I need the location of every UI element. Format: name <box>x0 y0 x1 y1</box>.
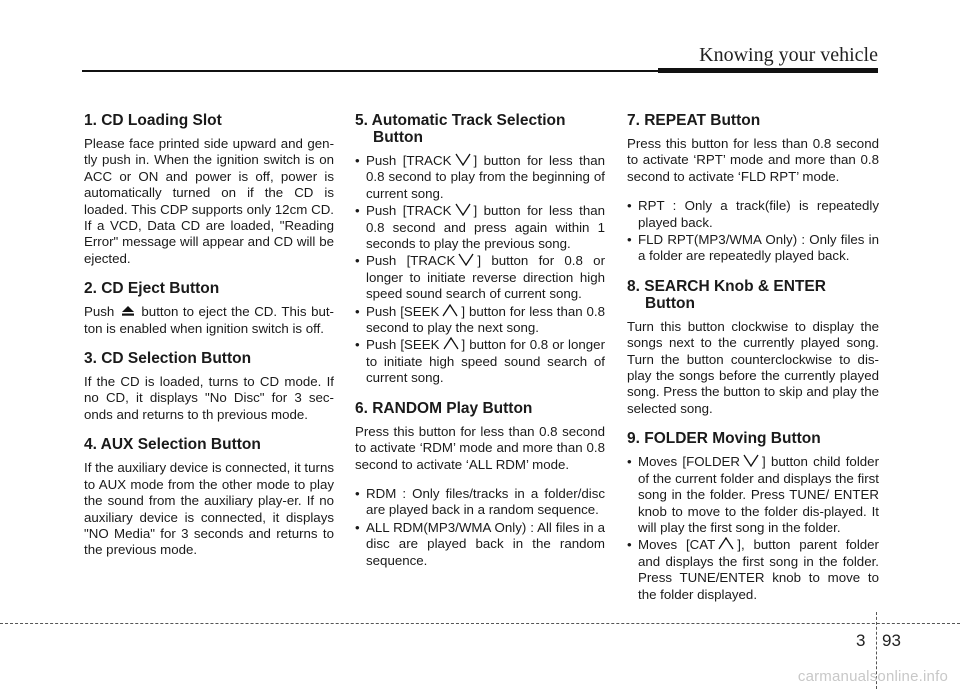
watermark: carmanualsonline.info <box>797 668 948 685</box>
section-body-random-play: Press this button for less than 0.8 second to activate ‘RDM’ mode and more than 0.8 second to activate ‘ALL RDM’ mode. <box>355 423 605 472</box>
section-body-aux-selection: If the auxiliary device is connected, it turns to AUX mode from the other mode to play the sound from the auxiliary play-er. If no auxiliary device is connected, it displays "NO Media" for 3 seconds and returns to the previous mode. <box>84 460 334 558</box>
list-item: • FLD RPT(MP3/WMA Only) : Only files in a folder are repeatedly played back. <box>627 232 879 265</box>
section-title-cd-loading-slot: 1. CD Loading Slot <box>84 112 222 129</box>
column-middle <box>355 112 605 582</box>
header-rule <box>82 70 662 72</box>
item-post: ] button for 0.8 or longer to initiate reverse direction high speed sound search of current song. <box>366 253 605 302</box>
section-body-cd-loading-slot: Please face printed side upward and gen-tly push in. When the ignition switch is on ACC or ON and power is off, power is automatically turned on if the CD is loaded. This CDP supports only 12cm CD. If a VCD, Data CD are loaded, "Reading Error" message will appear and CD will be ejected. <box>84 136 334 266</box>
section-title-aux-selection: 4. AUX Selection Button <box>84 436 261 454</box>
page-header-title: Knowing your vehicle <box>699 44 878 66</box>
list-item <box>355 304 605 337</box>
list-item: • RDM : Only files/tracks in a folder/disc are played back in a random sequence. <box>355 486 605 519</box>
random-list <box>355 486 605 569</box>
chevron-down-icon <box>452 153 474 166</box>
list-item: • RPT : Only a track(file) is repeatedly played back. <box>627 198 879 231</box>
section-title-line1: 8. SEARCH Knob & ENTER <box>627 277 826 295</box>
item-post: ] button for less than 0.8 second to play the next song. <box>366 303 606 336</box>
column-right <box>627 112 879 616</box>
item-pre: Moves [FOLDER <box>638 454 741 470</box>
list-item: • ALL RDM(MP3/WMA Only) : All files in a disc are played back in the random sequence. <box>355 520 605 569</box>
list-item <box>355 153 605 202</box>
item-pre: Moves [CAT <box>638 537 716 553</box>
item-post: ] button for less than 0.8 second and press again within 1 seconds to play the previous song. <box>366 203 605 252</box>
item-pre: Push [TRACK <box>366 203 452 219</box>
chevron-up-icon <box>715 537 737 550</box>
item-pre: Push [SEEK <box>366 303 440 319</box>
list-item <box>355 253 605 302</box>
list-item <box>355 337 605 386</box>
list-item <box>355 203 605 252</box>
eject-icon <box>119 305 137 317</box>
section-title-line2: Button <box>373 129 423 146</box>
track-seek-list <box>355 153 605 387</box>
chevron-down-icon <box>455 253 477 266</box>
section-title-line2: Button <box>645 294 695 312</box>
chevron-up-icon <box>439 304 461 317</box>
section-body-repeat: Press this button for less than 0.8 second to activate ‘RPT’ mode and more than 0.8 second to activate ‘FLD RPT’ mode. <box>627 136 879 184</box>
section-title-cd-eject: 2. CD Eject Button <box>84 280 220 298</box>
item-pre: Push [SEEK <box>366 337 440 353</box>
column-left <box>84 112 334 572</box>
section-title-automatic-track <box>355 112 605 146</box>
section-body-cd-selection: If the CD is loaded, turns to CD mode. If no CD, it displays "No Disc" for 3 sec-onds and returns to th previous mode. <box>84 374 334 422</box>
item-pre: Push [TRACK <box>366 153 452 168</box>
folder-list <box>627 454 879 603</box>
header-rule-bold <box>658 68 878 73</box>
chevron-down-icon <box>452 203 474 216</box>
page-number: 93 <box>882 631 901 650</box>
item-post: ] button child folder of the current folder and displays the first song in the folder. Press TUNE/ ENTER knob to move to the folder dis-played. It will play the first song in the folder. <box>638 454 879 535</box>
eject-text-pre: Push <box>84 304 115 320</box>
chapter-number: 3 <box>856 631 866 650</box>
item-post: ] button for 0.8 or longer to initiate high speed sound search of current song. <box>366 337 605 386</box>
section-body-search-knob: Turn this button clockwise to display the songs next to the currently played song. Turn the button counterclockwise to dis-play the songs before the currently played song. Press the button to skip and play the selected song. <box>627 318 879 416</box>
footer-rule <box>0 623 960 624</box>
list-item <box>627 454 879 536</box>
section-title-folder-moving: 9. FOLDER Moving Button <box>627 430 821 448</box>
list-item <box>627 537 879 603</box>
section-title-search-knob <box>627 278 879 312</box>
section-title-line1: 5. Automatic Track Selection <box>355 112 566 129</box>
chevron-up-icon <box>440 337 462 350</box>
section-title-cd-selection: 3. CD Selection Button <box>84 350 252 368</box>
section-title-random-play: 6. RANDOM Play Button <box>355 399 533 417</box>
item-post: ], button parent folder and displays the first song in the folder. Press TUNE/ENTER knob to move to the folder displayed. <box>638 537 879 602</box>
chevron-down-icon <box>740 454 762 467</box>
item-post: ] button for less than 0.8 second to play from the beginning of current song. <box>366 153 605 201</box>
section-body-cd-eject <box>84 304 334 337</box>
section-title-repeat: 7. REPEAT Button <box>627 112 761 129</box>
repeat-list <box>627 198 879 265</box>
item-pre: Push [TRACK <box>366 253 456 269</box>
eject-text-post: button to eject the CD. This but-ton is enabled when ignition switch is off. <box>84 304 334 336</box>
